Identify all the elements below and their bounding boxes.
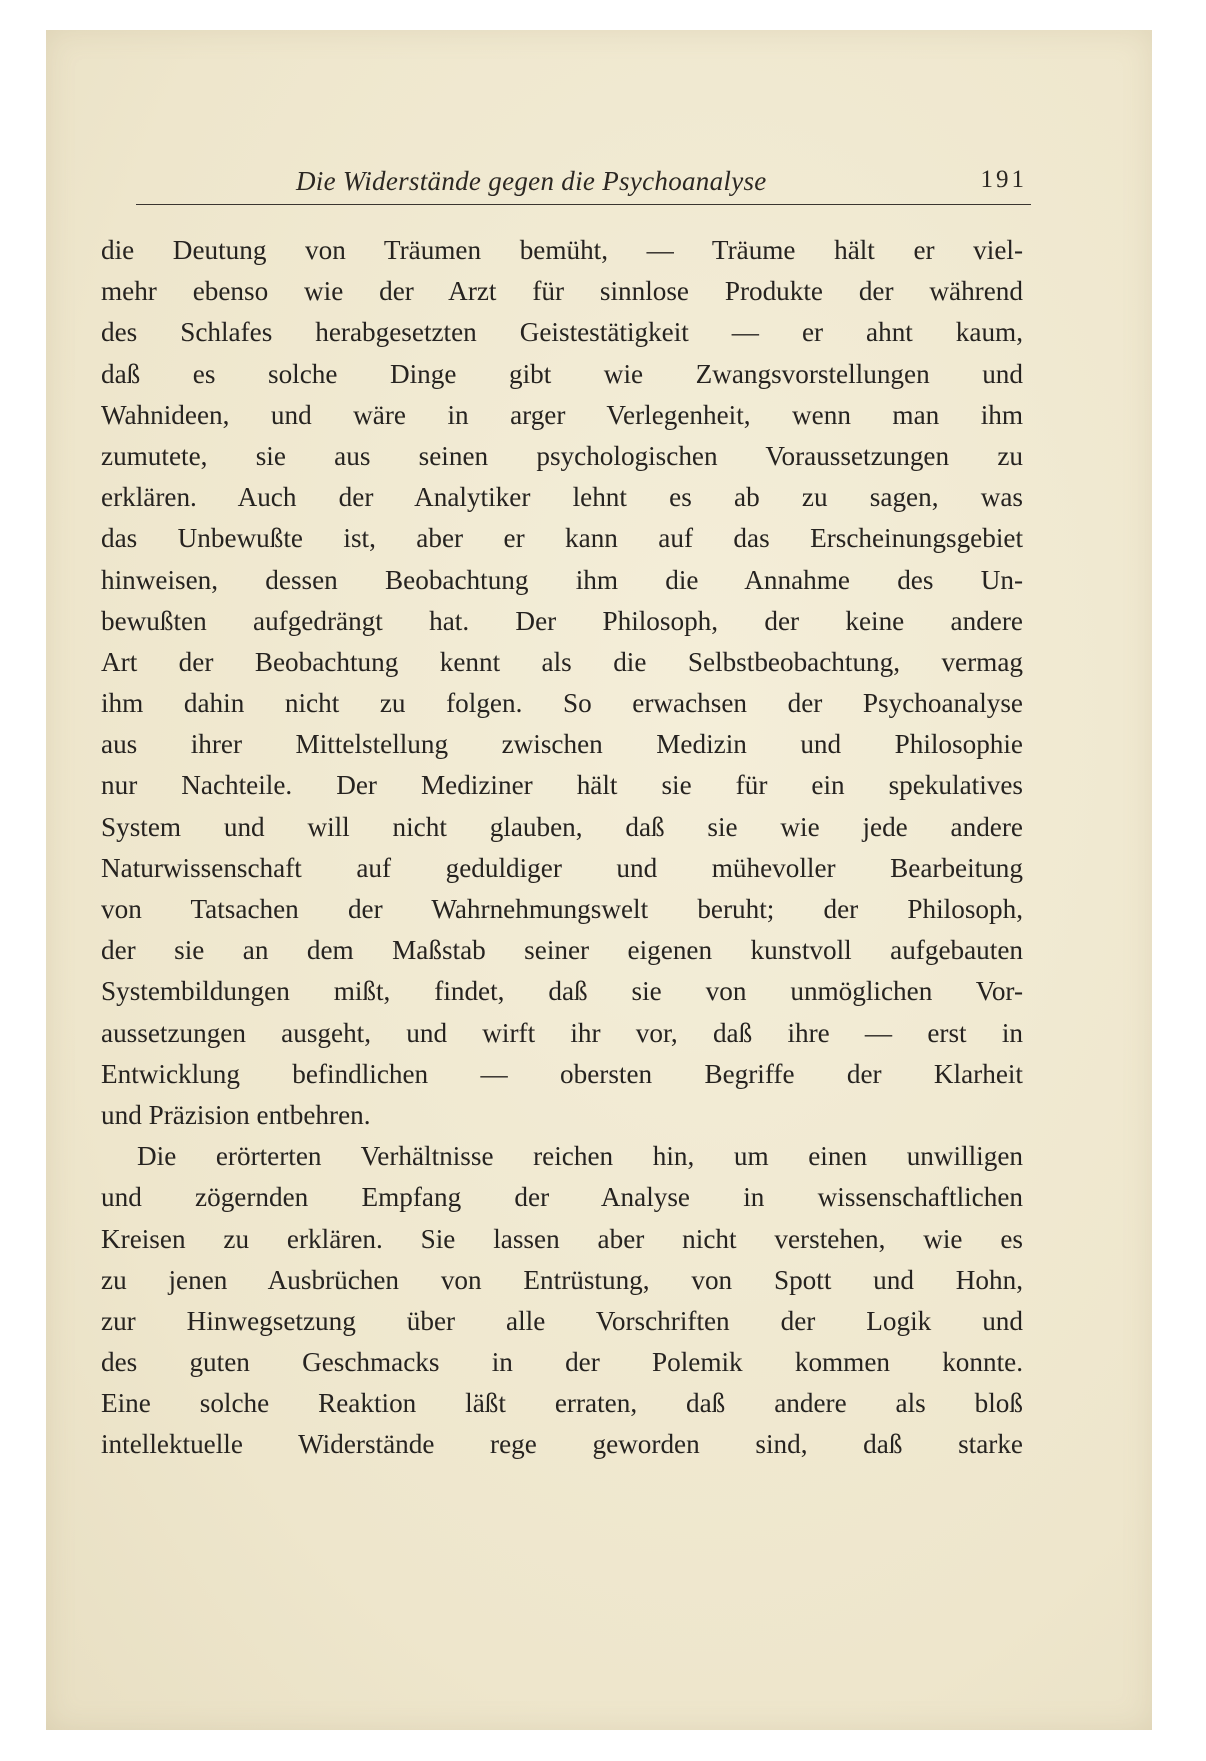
text-line: zu jenen Ausbrüchen von Entrüstung, von Spott und Hohn, — [101, 1264, 1023, 1295]
text-line: aus ihrer Mittelstellung zwischen Medizin und Philosophie — [101, 729, 1023, 760]
text-line: daß es solche Dinge gibt wie Zwangsvorstellungen und — [101, 358, 1023, 389]
text-line: zumutete, sie aus seinen psychologischen Voraussetzungen zu — [101, 440, 1023, 471]
text-line: Eine solche Reaktion läßt erraten, daß andere als bloß — [101, 1388, 1023, 1419]
text-line: erklären. Auch der Analytiker lehnt es ab zu sagen, was — [101, 482, 1023, 513]
running-title: Die Widerstände gegen die Psychoanalyse — [296, 166, 767, 196]
text-line: ihm dahin nicht zu folgen. So erwachsen der Psychoanalyse — [101, 688, 1023, 719]
page-number: 191 — [980, 166, 1027, 193]
text-line: des guten Geschmacks in der Polemik kommen konnte. — [101, 1347, 1023, 1378]
paragraph-2 — [101, 1136, 1023, 1466]
text-line: und zögernden Empfang der Analyse in wissenschaftlichen — [101, 1182, 1023, 1213]
text-line: Art der Beobachtung kennt als die Selbstbeobachtung, vermag — [101, 646, 1023, 677]
paragraph-1 — [101, 230, 1023, 1136]
text-line: Systembildungen mißt, findet, daß sie von unmöglichen Vor- — [101, 976, 1023, 1007]
text-line: aussetzungen ausgeht, und wirft ihr vor, daß ihre — erst in — [101, 1017, 1023, 1048]
text-line: von Tatsachen der Wahrnehmungswelt beruht; der Philosoph, — [101, 894, 1023, 924]
text-line: der sie an dem Maßstab seiner eigenen kunstvoll aufgebauten — [101, 935, 1023, 966]
running-header — [136, 164, 1031, 205]
text-line: die Deutung von Träumen bemüht, — Träume hält er viel- — [101, 235, 1023, 265]
text-line: zur Hinwegsetzung über alle Vorschriften der Logik und — [101, 1305, 1023, 1336]
text-line: des Schlafes herabgesetzten Geistestätigkeit — er ahnt kaum, — [101, 317, 1023, 348]
text-line: mehr ebenso wie der Arzt für sinnlose Produkte der während — [101, 276, 1023, 307]
text-line: Kreisen zu erklären. Sie lassen aber nicht verstehen, wie es — [101, 1223, 1023, 1254]
text-line: hinweisen, dessen Beobachtung ihm die Annahme des Un- — [101, 564, 1023, 595]
text-line: Entwicklung befindlichen — obersten Begriffe der Klarheit — [101, 1058, 1023, 1089]
text-line: nur Nachteile. Der Mediziner hält sie für ein spekulatives — [101, 770, 1023, 801]
text-line: Die erörterten Verhältnisse reichen hin, um einen unwilligen — [137, 1141, 1023, 1172]
body-text — [101, 230, 1023, 1466]
text-line: das Unbewußte ist, aber er kann auf das Erscheinungsgebiet — [101, 523, 1023, 554]
text-line: bewußten aufgedrängt hat. Der Philosoph, der keine andere — [101, 605, 1023, 636]
book-page — [46, 30, 1152, 1730]
text-line: Naturwissenschaft auf geduldiger und mühevoller Bearbeitung — [101, 852, 1023, 883]
text-line: intellektuelle Widerstände rege geworden sind, daß starke — [101, 1429, 1023, 1460]
text-line: System und will nicht glauben, daß sie wie jede andere — [101, 811, 1023, 842]
text-line: Wahnideen, und wäre in arger Verlegenheit, wenn man ihm — [101, 399, 1023, 430]
text-line: und Präzision entbehren. — [101, 1099, 371, 1130]
